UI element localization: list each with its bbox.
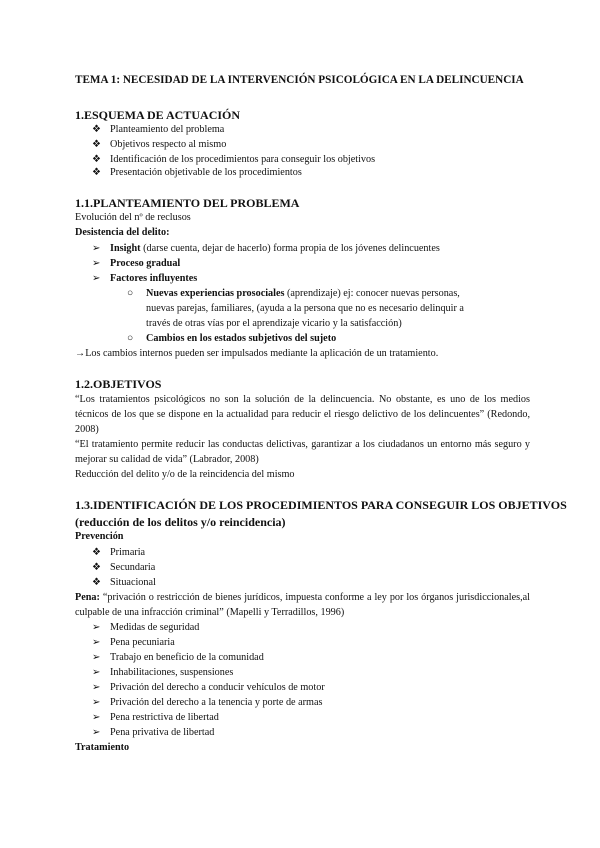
paragraph: Reducción del delito y/o de la reincidencia del mismo <box>75 469 295 480</box>
arrowhead-bullet-icon: ➢ <box>92 273 101 284</box>
arrowhead-bullet-icon: ➢ <box>92 712 101 723</box>
diamond-bullet-icon: ❖ <box>92 562 102 573</box>
list-item: Identificación de los procedimientos para conseguir los objetivos <box>110 154 376 165</box>
diamond-bullet-icon: ❖ <box>92 124 102 135</box>
nuevas-text: (aprendizaje) ej: conocer nuevas personas, <box>284 288 460 299</box>
circle-bullet-icon: ○ <box>127 333 134 344</box>
quote-redondo: “Los tratamientos psicológicos no son la solución de la delincuencia. No obstante, es uno de los medios técnicos de los que se dispone en la actualidad para reducir el riesgo delictivo de los delincuentes” (Redondo, 2008) <box>75 394 530 435</box>
list-item: Trabajo en beneficio de la comunidad <box>110 652 264 663</box>
arrow-note <box>75 347 438 361</box>
list-item: Secundaria <box>110 562 156 573</box>
diamond-bullet-icon: ❖ <box>92 167 102 178</box>
arrowhead-bullet-icon: ➢ <box>92 258 101 269</box>
arrowhead-bullet-icon: ➢ <box>92 243 101 254</box>
list-item: Privación del derecho a conducir vehículos de motor <box>110 682 325 693</box>
list-item: Primaria <box>110 547 146 558</box>
circle-bullet-icon: ○ <box>127 288 134 299</box>
arrow-note-text: Los cambios internos pueden ser impulsados mediante la aplicación de un tratamiento. <box>85 348 439 359</box>
arrowhead-bullet-icon: ➢ <box>92 652 101 663</box>
diamond-bullet-icon: ❖ <box>92 547 102 558</box>
insight-term: Insight <box>110 243 141 254</box>
arrowhead-bullet-icon: ➢ <box>92 697 101 708</box>
section-heading-procedimientos: 1.3.IDENTIFICACIÓN DE LOS PROCEDIMIENTOS PARA CONSEGUIR LOS OBJETIVOS <box>75 498 567 512</box>
arrowhead-bullet-icon: ➢ <box>92 667 101 678</box>
list-item: Presentación objetivable de los procedimientos <box>110 167 302 178</box>
insight-text: (darse cuenta, dejar de hacerlo) forma propia de los jóvenes delincuentes <box>140 243 440 254</box>
section-heading-esquema: 1.ESQUEMA DE ACTUACIÓN <box>75 108 241 122</box>
nuevas-term: Nuevas experiencias prosociales <box>146 288 285 299</box>
section-heading-planteamiento: 1.1.PLANTEAMIENTO DEL PROBLEMA <box>75 196 300 210</box>
right-arrow-icon: → <box>75 348 86 359</box>
list-item: Situacional <box>110 577 156 588</box>
list-item: Objetivos respecto al mismo <box>110 139 227 150</box>
pena-label: Pena: <box>75 592 100 603</box>
list-item: Cambios en los estados subjetivos del sujeto <box>146 333 337 344</box>
subheading-tratamiento: Tratamiento <box>75 742 130 753</box>
diamond-bullet-icon: ❖ <box>92 154 102 165</box>
section-heading-procedimientos-sub: (reducción de los delitos y/o reincidencia) <box>75 515 286 529</box>
list-item: Proceso gradual <box>110 258 181 269</box>
arrowhead-bullet-icon: ➢ <box>92 727 101 738</box>
list-item-insight <box>110 242 440 256</box>
subheading-prevencion: Prevención <box>75 531 124 542</box>
diamond-bullet-icon: ❖ <box>92 577 102 588</box>
list-item-nuevas <box>146 287 460 301</box>
paragraph: Evolución del nº de reclusos <box>75 212 191 223</box>
list-item-continuation: nuevas parejas, familiares, (ayuda a la persona que no es necesario delinquir a <box>146 303 464 314</box>
arrowhead-bullet-icon: ➢ <box>92 637 101 648</box>
list-item-continuation: través de otras vías por el aprendizaje vicario y la satisfacción) <box>146 318 402 329</box>
list-item: Factores influyentes <box>110 273 198 284</box>
list-item: Medidas de seguridad <box>110 622 200 633</box>
quote-labrador: “El tratamiento permite reducir las conductas delictivas, garantizar a los ciudadanos un entorno más seguro y mejorar su calidad de vida” (Labrador, 2008) <box>75 439 530 465</box>
arrowhead-bullet-icon: ➢ <box>92 622 101 633</box>
page-title: TEMA 1: NECESIDAD DE LA INTERVENCIÓN PSICOLÓGICA EN LA DELINCUENCIA <box>75 74 524 86</box>
list-item: Privación del derecho a la tenencia y porte de armas <box>110 697 323 708</box>
diamond-bullet-icon: ❖ <box>92 139 102 150</box>
section-heading-objetivos: 1.2.OBJETIVOS <box>75 377 162 391</box>
pena-definition <box>75 590 530 620</box>
list-item: Pena pecuniaria <box>110 637 175 648</box>
pena-text: “privación o restricción de bienes jurídicos, impuesta conforme a ley por los órganos jurisdiccionales,al culpable de una infracción criminal” (Mapelli y Terradillos, 1996) <box>75 592 530 618</box>
list-item: Pena restrictiva de libertad <box>110 712 219 723</box>
list-item: Planteamiento del problema <box>110 124 225 135</box>
list-item: Inhabilitaciones, suspensiones <box>110 667 234 678</box>
arrowhead-bullet-icon: ➢ <box>92 682 101 693</box>
subheading-desistencia: Desistencia del delito: <box>75 227 170 238</box>
list-item: Pena privativa de libertad <box>110 727 215 738</box>
